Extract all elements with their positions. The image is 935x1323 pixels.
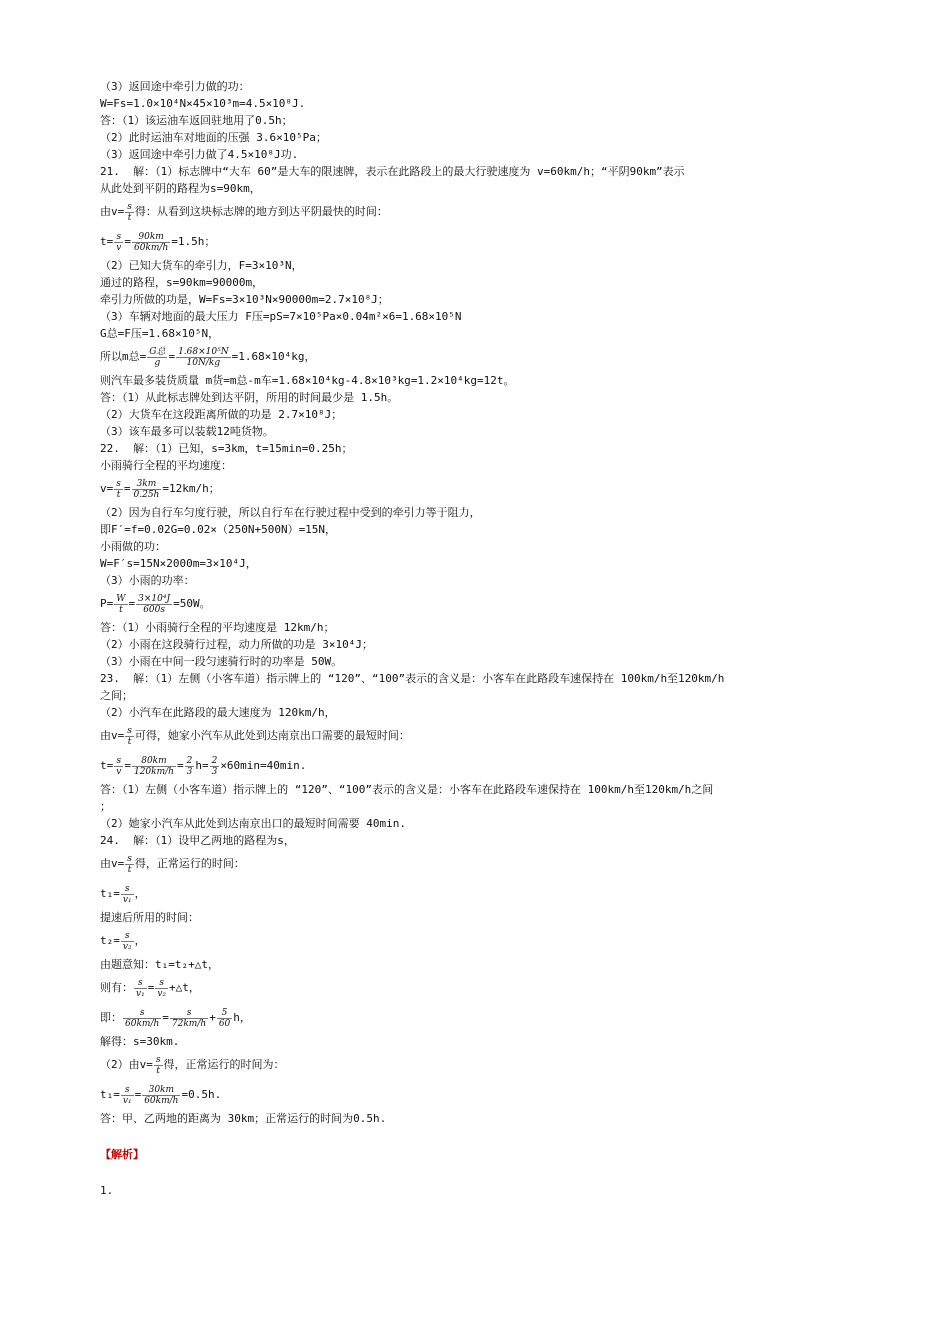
fraction — [121, 1085, 134, 1106]
formula-line — [100, 879, 840, 909]
fraction — [142, 1085, 180, 1106]
text-line: （3）小雨的功率： — [100, 574, 195, 587]
fraction — [132, 756, 176, 777]
fraction — [132, 479, 162, 500]
text-line: ； — [100, 800, 111, 813]
text-line: G总=F压=1.68×10⁵N， — [100, 327, 220, 340]
fraction-numerator: s — [127, 201, 132, 212]
fraction-numerator: s — [121, 1085, 134, 1096]
section-22-part2 — [100, 504, 840, 589]
fraction-numerator: s — [114, 756, 123, 767]
fraction-denominator: 3 — [211, 766, 218, 777]
text-line: 24. 解：（1）设甲乙两地的路程为s， — [100, 834, 295, 847]
text-line: （3）车辆对地面的最大压力 F压=pS=7×10⁵Pa×0.04m²×6=1.68×10⁵N — [100, 310, 462, 323]
formula-text: 得，正常运行的时间： — [134, 857, 245, 870]
formula-text: =1.68×10⁴kg， — [231, 350, 316, 363]
fraction-denominator: 10N/kg — [186, 357, 221, 368]
fraction-denominator: v₂ — [157, 988, 167, 999]
fraction-denominator: t — [127, 736, 132, 747]
fraction — [147, 347, 167, 368]
fraction — [136, 594, 172, 615]
fraction-numerator: 30km — [142, 1085, 180, 1096]
section-23-answers — [100, 781, 840, 849]
fraction-numerator: s — [123, 1008, 161, 1019]
fraction-numerator: s — [121, 931, 134, 942]
fraction-denominator: t — [127, 864, 132, 875]
formula-text: = — [123, 482, 131, 495]
formula-text: + — [209, 1011, 216, 1024]
formula-text: v= — [100, 482, 114, 495]
fraction-numerator: 5 — [217, 1008, 232, 1019]
fraction-numerator: 90km — [132, 232, 170, 243]
formula-line — [100, 751, 840, 781]
text-line: 23. 解：（1）左侧（小客车道）指示牌上的 “120”、“100”表示的含义是：小客车在此路段车速保持在 100km/h至120km/h — [100, 672, 725, 685]
text-line: 答：（1）左侧（小客车道）指示牌上的 “120”、“100”表示的含义是：小客车在此路段车速保持在 100km/h至120km/h之间 — [100, 783, 714, 796]
formula-text: h= — [195, 759, 209, 772]
fraction — [114, 232, 123, 253]
formula-line — [100, 589, 840, 619]
fraction — [125, 726, 134, 747]
fraction-numerator: G总 — [149, 346, 166, 357]
fraction-denominator: v₁ — [136, 988, 145, 999]
formula-text: =12km/h； — [162, 482, 220, 495]
fraction-denominator: v₂ — [122, 941, 132, 952]
fraction — [210, 756, 220, 777]
text-line: 牵引力所做的功是，W=Fs=3×10³N×90000m=2.7×10⁸J； — [100, 293, 389, 306]
formula-text: = — [176, 759, 184, 772]
section-21-answers — [100, 372, 840, 474]
formula-text: 得，正常运行的时间为： — [163, 1058, 285, 1071]
formula-text: +△t， — [169, 981, 200, 994]
fraction-numerator: s — [134, 978, 147, 989]
fraction — [185, 756, 195, 777]
fraction-numerator: s — [116, 478, 121, 489]
text-line: （3）该车最多可以装载12吨货物。 — [100, 425, 274, 438]
formula-line — [100, 926, 840, 956]
text-line: 由题意知：t₁=t₂+△t， — [100, 958, 219, 971]
formula-line — [100, 721, 840, 751]
fraction-numerator: s — [114, 232, 123, 243]
formula-text: 由v= — [100, 857, 125, 870]
formula-line — [100, 973, 840, 1003]
fraction — [134, 978, 147, 999]
fraction-numerator: 2 — [186, 755, 193, 766]
formula-text: P= — [100, 597, 114, 610]
fraction-denominator: t — [127, 212, 132, 223]
fraction-denominator: 0.25h — [133, 489, 160, 500]
fraction — [125, 854, 134, 875]
fraction-numerator: s — [155, 1054, 161, 1065]
formula-text: 则有： — [100, 981, 133, 994]
fraction-denominator: v — [116, 242, 122, 253]
fraction-denominator: 60km/h — [144, 1095, 179, 1106]
formula-text: = — [162, 1011, 169, 1024]
fraction-numerator: 80km — [132, 756, 176, 767]
fraction-denominator: v₁ — [122, 894, 132, 905]
text-line: （2）此时运油车对地面的压强 3.6×10⁵Pa； — [100, 131, 327, 144]
text-line: （3）小雨在中间一段匀速骑行时的功率是 50W。 — [100, 655, 343, 668]
formula-text: ， — [134, 887, 146, 900]
formula-text: =1.5h； — [171, 235, 216, 248]
formula-text: = — [168, 350, 176, 363]
formula-text: 由v= — [100, 729, 125, 742]
text-line: （2）已知大货车的牵引力，F=3×10³N， — [100, 259, 303, 272]
formula-text: 可得，她家小汽车从此处到达南京出口需要的最短时间： — [134, 729, 410, 742]
formula-line — [100, 1080, 840, 1110]
section-20-answer — [100, 78, 840, 197]
fraction-denominator: 120km/h — [133, 766, 174, 777]
text-line: 小雨做的功： — [100, 540, 166, 553]
text-line: 小雨骑行全程的平均速度： — [100, 459, 232, 472]
section-21-part2 — [100, 257, 840, 342]
fraction — [121, 884, 134, 905]
text-line: （2）大货车在这段距离所做的功是 2.7×10⁸J； — [100, 408, 343, 421]
formula-text: 即： — [100, 1011, 122, 1024]
text-line: （2）小汽车在此路段的最大速度为 120km/h， — [100, 706, 336, 719]
formula-text: = — [124, 235, 131, 248]
analysis-label: 【解析】 — [100, 1148, 144, 1161]
text-line: （2）因为自行车匀度行驶，所以自行车在行驶过程中受到的牵引力等于阻力， — [100, 506, 481, 519]
fraction — [125, 202, 134, 223]
fraction-numerator: s — [121, 884, 134, 895]
formula-line — [100, 1050, 840, 1080]
formula-text: t₁= — [100, 1088, 120, 1101]
text-line: 通过的路程，s=90km=90000m， — [100, 276, 264, 289]
item-number: 1. — [100, 1184, 114, 1197]
document-page — [100, 78, 840, 1199]
answer-line: 答：甲、乙两地的距离为 30km；正常运行的时间为0.5h. — [100, 1112, 387, 1125]
text-line: 即F′=f=0.02G=0.02×（250N+500N）=15N， — [100, 523, 337, 536]
fraction-numerator: s — [127, 853, 132, 864]
fraction-numerator: s — [170, 1008, 208, 1019]
fraction-denominator: t — [116, 489, 121, 500]
fraction-numerator: 2 — [211, 755, 218, 766]
fraction — [132, 232, 170, 253]
text-line: 则汽车最多装货质量 m货=m总-m车=1.68×10⁴kg-4.8×10³kg=1.2×10⁴kg=12t。 — [100, 374, 515, 387]
fraction — [123, 1008, 161, 1029]
formula-text: h， — [233, 1011, 251, 1024]
fraction — [121, 931, 134, 952]
formula-text: t= — [100, 759, 114, 772]
text-line: 答：（1）该运油车返回驻地用了0.5h； — [100, 114, 293, 127]
formula-line — [100, 1003, 840, 1033]
formula-text: = — [124, 759, 131, 772]
fraction-denominator: t — [119, 604, 123, 615]
text-line: W=Fs=1.0×10⁴N×45×10³m=4.5×10⁸J. — [100, 97, 306, 110]
fraction-numerator: s — [127, 725, 132, 736]
fraction-numerator: W — [116, 593, 126, 604]
formula-text: = — [134, 1088, 142, 1101]
fraction — [114, 479, 123, 500]
fraction — [114, 756, 123, 777]
fraction-numerator: 1.68×10⁵N — [178, 346, 229, 357]
fraction — [217, 1008, 232, 1029]
formula-line — [100, 342, 840, 372]
formula-text: t₁= — [100, 887, 120, 900]
formula-text: ， — [134, 934, 146, 947]
formula-text: = — [128, 597, 136, 610]
text-line: （3）返回途中牵引力做的功： — [100, 80, 250, 93]
fraction — [176, 347, 231, 368]
fraction-denominator: v — [116, 766, 122, 777]
text-line: （2）小雨在这段骑行过程，动力所做的功是 3×10⁴J； — [100, 638, 373, 651]
text-line: 答：（1）小雨骑行全程的平均速度是 12km/h； — [100, 621, 335, 634]
fraction-denominator: 60km/h — [125, 1018, 160, 1029]
fraction — [154, 1055, 163, 1076]
formula-text: （2）由v= — [100, 1058, 153, 1071]
formula-text: =50W。 — [173, 597, 211, 610]
formula-line — [100, 197, 840, 227]
fraction-denominator: 60km/h — [133, 242, 169, 253]
formula-line — [100, 849, 840, 879]
text-line: 从此处到平阴的路程为s=90km， — [100, 182, 261, 195]
fraction-denominator: v₁ — [122, 1095, 132, 1106]
formula-text: ×60min=40min. — [220, 759, 307, 772]
fraction-denominator: 72km/h — [171, 1018, 207, 1029]
text-line: 之间； — [100, 689, 133, 702]
formula-text: t₂= — [100, 934, 120, 947]
text-line: W=F′s=15N×2000m=3×10⁴J， — [100, 557, 257, 570]
fraction-denominator: t — [156, 1065, 160, 1076]
fraction-denominator: 600s — [143, 604, 165, 615]
text-line: 21. 解：（1）标志牌中“大车 60”是大车的限速牌，表示在此路段上的最大行驶速度为 v=60km/h；“平阴90km”表示 — [100, 165, 685, 178]
fraction — [114, 594, 127, 615]
fraction-denominator: 3 — [186, 766, 193, 777]
text-line: 22. 解：（1）已知，s=3km，t=15min=0.25h； — [100, 442, 353, 455]
fraction-numerator: s — [155, 978, 168, 989]
fraction-numerator: 3×10⁴J — [138, 593, 171, 604]
fraction — [170, 1008, 208, 1029]
fraction-denominator: g — [154, 357, 161, 368]
section-23 — [100, 619, 840, 721]
text-line: 提速后所用的时间： — [100, 911, 199, 924]
formula-line — [100, 474, 840, 504]
formula-line — [100, 227, 840, 257]
formula-text: 得：从看到这块标志牌的地方到达平阴最快的时间： — [134, 205, 388, 218]
formula-text: t= — [100, 235, 114, 248]
formula-text: = — [147, 981, 155, 994]
fraction-denominator: 60 — [218, 1018, 231, 1029]
formula-text: 由v= — [100, 205, 125, 218]
text-line: （3）返回途中牵引力做了4.5×10⁸J功. — [100, 148, 299, 161]
formula-text: 所以m总= — [100, 350, 147, 363]
formula-text: =0.5h. — [181, 1088, 222, 1101]
fraction-numerator: 3km — [132, 479, 162, 490]
fraction — [155, 978, 168, 999]
text-line: （2）她家小汽车从此处到达南京出口的最短时间需要 40min. — [100, 817, 406, 830]
text-line: 答：（1）从此标志牌处到达平阴，所用的时间最少是 1.5h。 — [100, 391, 399, 404]
text-line: 解得：s=30km. — [100, 1035, 180, 1048]
